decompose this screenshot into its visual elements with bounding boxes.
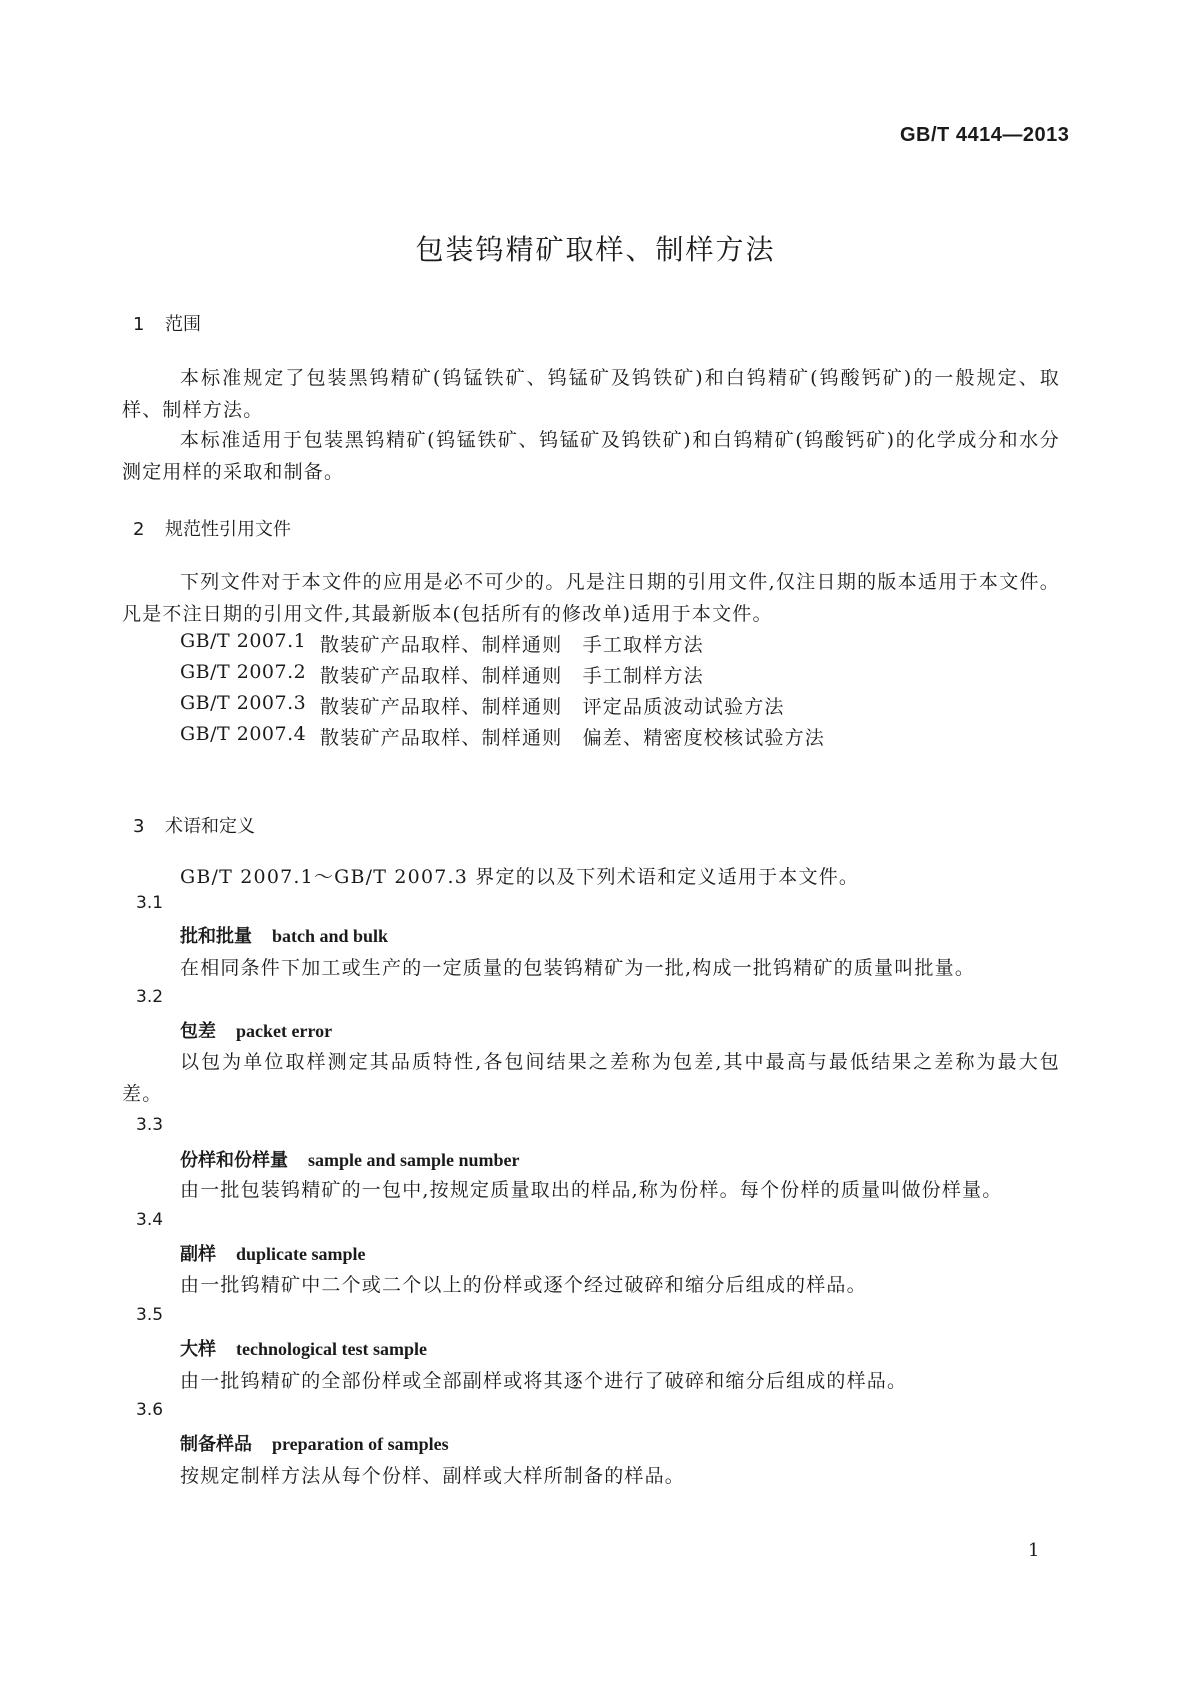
section-title: 规范性引用文件 bbox=[165, 519, 291, 540]
term-name-en: preparation of samples bbox=[272, 1434, 449, 1454]
term-name bbox=[180, 1146, 520, 1172]
reference-title: 散装矿产品取样、制样通则 偏差、精密度校核试验方法 bbox=[320, 727, 826, 749]
reference-code: GB/T 2007.4 bbox=[180, 723, 307, 745]
reference-title: 散装矿产品取样、制样通则 手工制样方法 bbox=[320, 665, 704, 687]
term-name bbox=[180, 922, 388, 948]
term-name-zh: 制备样品 bbox=[180, 1434, 252, 1455]
section-heading-1 bbox=[133, 310, 201, 336]
term-number: 3.2 bbox=[136, 987, 164, 1007]
scope-paragraph-2: 本标准适用于包装黑钨精矿(钨锰铁矿、钨锰矿及钨铁矿)和白钨精矿(钨酸钙矿)的化学成分和水分测定用样的采取和制备。 bbox=[122, 429, 1060, 483]
term-number: 3.3 bbox=[136, 1115, 164, 1135]
section-title: 术语和定义 bbox=[165, 816, 255, 837]
section-heading-3 bbox=[133, 812, 255, 838]
term-name-en: packet error bbox=[236, 1021, 333, 1041]
term-name-zh: 批和批量 bbox=[180, 926, 252, 947]
term-name-zh: 份样和份样量 bbox=[180, 1150, 288, 1171]
term-number: 3.5 bbox=[136, 1305, 164, 1325]
section-number: 3 bbox=[133, 816, 145, 837]
term-definition: 由一批钨精矿的全部份样或全部副样或将其逐个进行了破碎和缩分后组成的样品。 bbox=[180, 1370, 908, 1392]
term-name-zh: 副样 bbox=[180, 1244, 216, 1265]
term-name bbox=[180, 1430, 449, 1456]
section-number: 1 bbox=[133, 314, 145, 335]
term-number: 3.6 bbox=[136, 1400, 164, 1420]
term-definition: 由一批钨精矿中二个或二个以上的份样或逐个经过破碎和缩分后组成的样品。 bbox=[180, 1274, 867, 1296]
term-name-zh: 大样 bbox=[180, 1339, 216, 1360]
term-definition: 以包为单位取样测定其品质特性,各包间结果之差称为包差,其中最高与最低结果之差称为最大包差。 bbox=[122, 1051, 1060, 1105]
term-definition: 由一批包装钨精矿的一包中,按规定质量取出的样品,称为份样。每个份样的质量叫做份样量。 bbox=[180, 1179, 1003, 1201]
term-name bbox=[180, 1240, 366, 1266]
section-title: 范围 bbox=[165, 314, 201, 335]
term-number: 3.4 bbox=[136, 1210, 164, 1230]
term-name bbox=[180, 1335, 427, 1361]
term-name bbox=[180, 1017, 332, 1043]
section-heading-2 bbox=[133, 515, 291, 541]
document-title: 包装钨精矿取样、制样方法 bbox=[415, 233, 776, 266]
term-definition: 按规定制样方法从每个份样、副样或大样所制备的样品。 bbox=[180, 1465, 686, 1487]
reference-code: GB/T 2007.2 bbox=[180, 661, 307, 683]
section-number: 2 bbox=[133, 519, 145, 540]
reference-title: 散装矿产品取样、制样通则 评定品质波动试验方法 bbox=[320, 696, 785, 718]
terms-intro: GB/T 2007.1～GB/T 2007.3 界定的以及下列术语和定义适用于本文件。 bbox=[180, 866, 860, 888]
reference-code: GB/T 2007.1 bbox=[180, 630, 307, 652]
term-name-en: duplicate sample bbox=[236, 1244, 366, 1264]
term-number: 3.1 bbox=[136, 893, 164, 913]
term-name-en: sample and sample number bbox=[308, 1150, 520, 1170]
term-definition: 在相同条件下加工或生产的一定质量的包装钨精矿为一批,构成一批钨精矿的质量叫批量。 bbox=[180, 957, 976, 979]
scope-paragraph-1: 本标准规定了包装黑钨精矿(钨锰铁矿、钨锰矿及钨铁矿)和白钨精矿(钨酸钙矿)的一般规定、取样、制样方法。 bbox=[122, 367, 1060, 421]
term-name-en: batch and bulk bbox=[272, 926, 389, 946]
term-name-en: technological test sample bbox=[236, 1339, 427, 1359]
term-name-zh: 包差 bbox=[180, 1021, 216, 1042]
normative-references-intro: 下列文件对于本文件的应用是必不可少的。凡是注日期的引用文件,仅注日期的版本适用于本文件。凡是不注日期的引用文件,其最新版本(包括所有的修改单)适用于本文件。 bbox=[122, 571, 1060, 625]
page-number: 1 bbox=[1028, 1540, 1040, 1561]
standard-code: GB/T 4414—2013 bbox=[900, 124, 1070, 146]
reference-code: GB/T 2007.3 bbox=[180, 692, 307, 714]
reference-title: 散装矿产品取样、制样通则 手工取样方法 bbox=[320, 634, 704, 656]
